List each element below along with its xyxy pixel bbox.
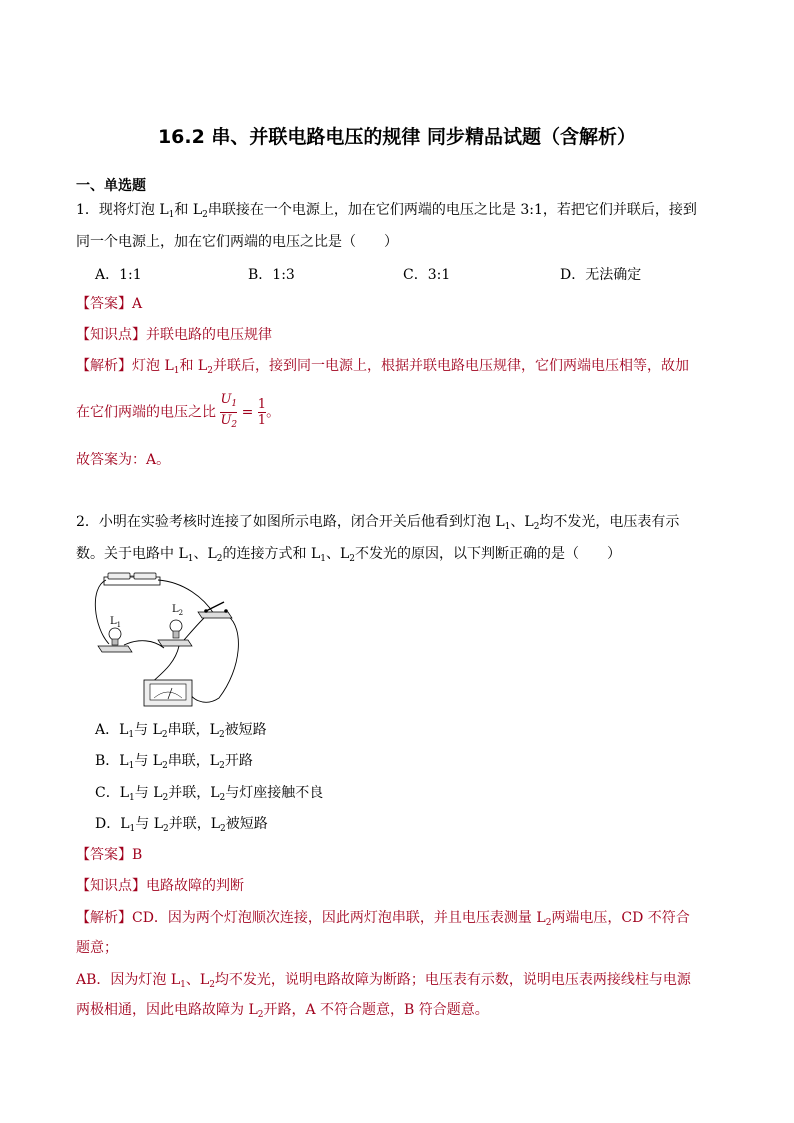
switch-icon — [198, 602, 232, 618]
q1-analysis-line2: 在它们两端的电压之比 $\frac{U_1}{U_2}$ = $\frac{1}{1}$ 。 — [76, 392, 280, 433]
q2-answer: 【答案】B — [76, 847, 143, 863]
q2-analysis-line3: AB．因为灯泡 $L_1$、$L_2$均不发光，说明电路故障为断路；电压表有示数，说明电压表两接线柱与电源 — [76, 972, 691, 990]
lamp-l2-icon — [158, 620, 192, 646]
label-l2: $L_2$ — [172, 604, 184, 617]
q1-conclusion: 故答案为：A。 — [76, 452, 171, 468]
q2-analysis-line4: 两极相通，因此电路故障为 $L_2$开路，A 不符合题意，B 符合题意。 — [76, 1002, 489, 1020]
ratio-value-fraction: $\frac{1}{1}$ — [257, 397, 267, 428]
label-l1: $L_1$ — [110, 616, 122, 629]
q2-option-a: A．$L_1$与 $L_2$串联，$L_2$被短路 — [95, 722, 267, 740]
q2-option-c: C．$L_1$与 $L_2$并联，$L_2$与灯座接触不良 — [95, 785, 324, 803]
voltage-ratio-fraction: $\frac{U_1}{U_2}$ — [220, 392, 238, 430]
q2-stem-line1: 2．小明在实验考核时连接了如图所示电路，闭合开关后他看到灯泡 $L_1$、$L_2$均不发光，电压表有示 — [76, 514, 680, 532]
section-heading: 一、单选题 — [76, 178, 146, 194]
voltmeter-icon — [144, 680, 192, 706]
q2-knowledge: 【知识点】电路故障的判断 — [76, 878, 244, 894]
q1-knowledge: 【知识点】并联电路的电压规律 — [76, 327, 272, 343]
q2-option-d: D．$L_1$与 $L_2$并联，$L_2$被短路 — [95, 816, 268, 834]
q1-option-b: B．1:3 — [248, 267, 295, 283]
q2-option-b: B．$L_1$与 $L_2$串联，$L_2$开路 — [95, 753, 253, 771]
battery-icon — [104, 573, 160, 585]
q1-analysis-line1: 【解析】灯泡 $L_1$和 $L_2$并联后，接到同一电源上，根据并联电路电压规律，它们两端电压相等，故加 — [76, 358, 689, 376]
q1-option-d: D．无法确定 — [560, 267, 642, 283]
q1-option-c: C．3:1 — [403, 267, 451, 283]
lamp-l1-icon — [98, 628, 132, 652]
circuit-diagram — [94, 568, 254, 710]
page-title: 16.2 串、并联电路电压的规律 同步精品试题（含解析） — [157, 126, 637, 148]
q2-analysis-line2: 题意； — [76, 940, 118, 956]
q1-stem-line1: 1．现将灯泡 $L_1$和 $L_2$串联接在一个电源上，加在它们两端的电压之比是 3:1，若把它们并联后，接到 — [76, 202, 697, 220]
q1-answer: 【答案】A — [76, 296, 143, 312]
q1-option-a: A．1:1 — [95, 267, 142, 283]
q2-stem-line2: 数。关于电路中 $L_1$、$L_2$的连接方式和 $L_1$、$L_2$不发光的原因，以下判断正确的是（ ） — [76, 546, 622, 564]
q2-analysis-line1: 【解析】CD．因为两个灯泡顺次连接，因此两灯泡串联，并且电压表测量 $L_2$两端电压，CD 不符合 — [76, 910, 690, 928]
q1-stem-line2: 同一个电源上，加在它们两端的电压之比是（ ） — [76, 234, 398, 250]
